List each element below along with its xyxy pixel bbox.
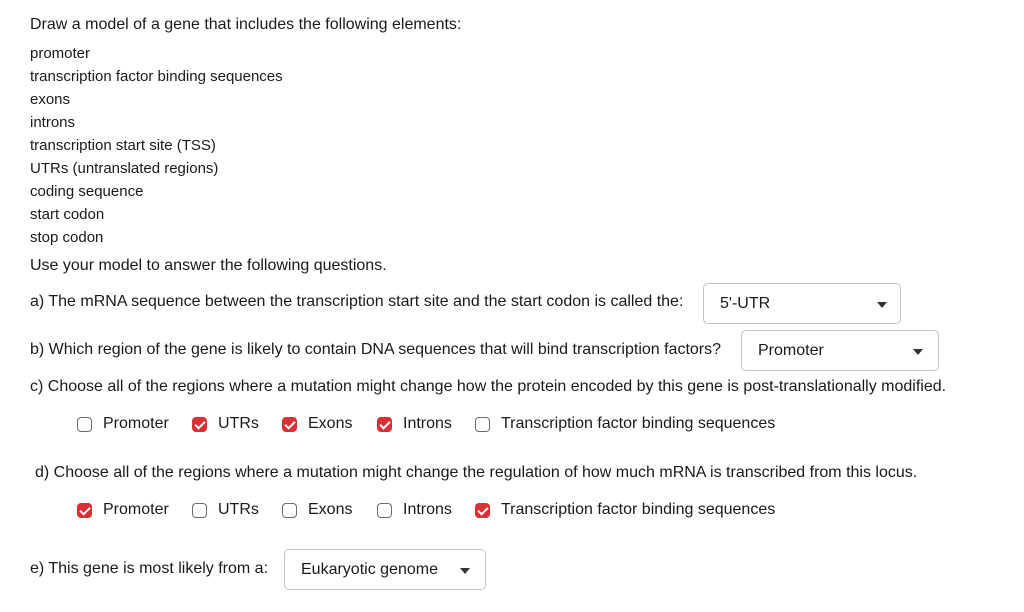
checkbox[interactable] <box>377 503 392 518</box>
element-list-item: introns <box>30 114 76 131</box>
question-e-selected-value: Eukaryotic genome <box>301 561 438 578</box>
option-label: UTRs <box>218 415 259 432</box>
question-a-text: a) The mRNA sequence between the transcription start site and the start codon is called the: <box>30 293 684 310</box>
chevron-down-icon <box>877 302 887 308</box>
chevron-down-icon <box>460 568 470 574</box>
element-list-item: start codon <box>30 206 105 223</box>
checkbox[interactable] <box>192 503 207 518</box>
checkbox[interactable] <box>192 417 207 432</box>
chevron-down-icon <box>913 349 923 355</box>
question-c-text: c) Choose all of the regions where a mutation might change how the protein encoded by this gene is post-translationally modified. <box>30 378 947 395</box>
element-list-item: stop codon <box>30 229 104 246</box>
checkbox[interactable] <box>282 417 297 432</box>
option-label: Transcription factor binding sequences <box>501 501 776 518</box>
question-b-selected-value: Promoter <box>758 342 824 359</box>
use-model-text: Use your model to answer the following questions. <box>30 257 387 274</box>
option-label: Introns <box>403 501 452 518</box>
option-label: Exons <box>308 415 353 432</box>
option-label: Introns <box>403 415 452 432</box>
checkbox[interactable] <box>77 503 92 518</box>
question-b-dropdown[interactable] <box>741 330 939 371</box>
element-list-item: promoter <box>30 45 91 62</box>
option-label: Transcription factor binding sequences <box>501 415 776 432</box>
element-list-item: transcription factor binding sequences <box>30 68 283 85</box>
element-list-item: transcription start site (TSS) <box>30 137 216 154</box>
option-label: Exons <box>308 501 353 518</box>
question-e-text: e) This gene is most likely from a: <box>30 560 269 577</box>
question-d-text: d) Choose all of the regions where a mutation might change the regulation of how much mRNA is transcribed from this locus. <box>35 464 918 481</box>
element-list-item: exons <box>30 91 71 108</box>
checkbox[interactable] <box>282 503 297 518</box>
checkbox[interactable] <box>475 503 490 518</box>
question-b-text: b) Which region of the gene is likely to contain DNA sequences that will bind transcription factors? <box>30 341 722 358</box>
checkbox[interactable] <box>475 417 490 432</box>
checkbox[interactable] <box>377 417 392 432</box>
question-a-selected-value: 5'-UTR <box>720 295 771 312</box>
element-list-item: UTRs (untranslated regions) <box>30 160 219 177</box>
option-label: Promoter <box>103 501 169 518</box>
checkbox[interactable] <box>77 417 92 432</box>
question-e-dropdown[interactable] <box>284 549 486 590</box>
question-a-dropdown[interactable] <box>703 283 901 324</box>
option-label: UTRs <box>218 501 259 518</box>
element-list-item: coding sequence <box>30 183 144 200</box>
instructions-heading: Draw a model of a gene that includes the following elements: <box>30 16 462 33</box>
option-label: Promoter <box>103 415 169 432</box>
